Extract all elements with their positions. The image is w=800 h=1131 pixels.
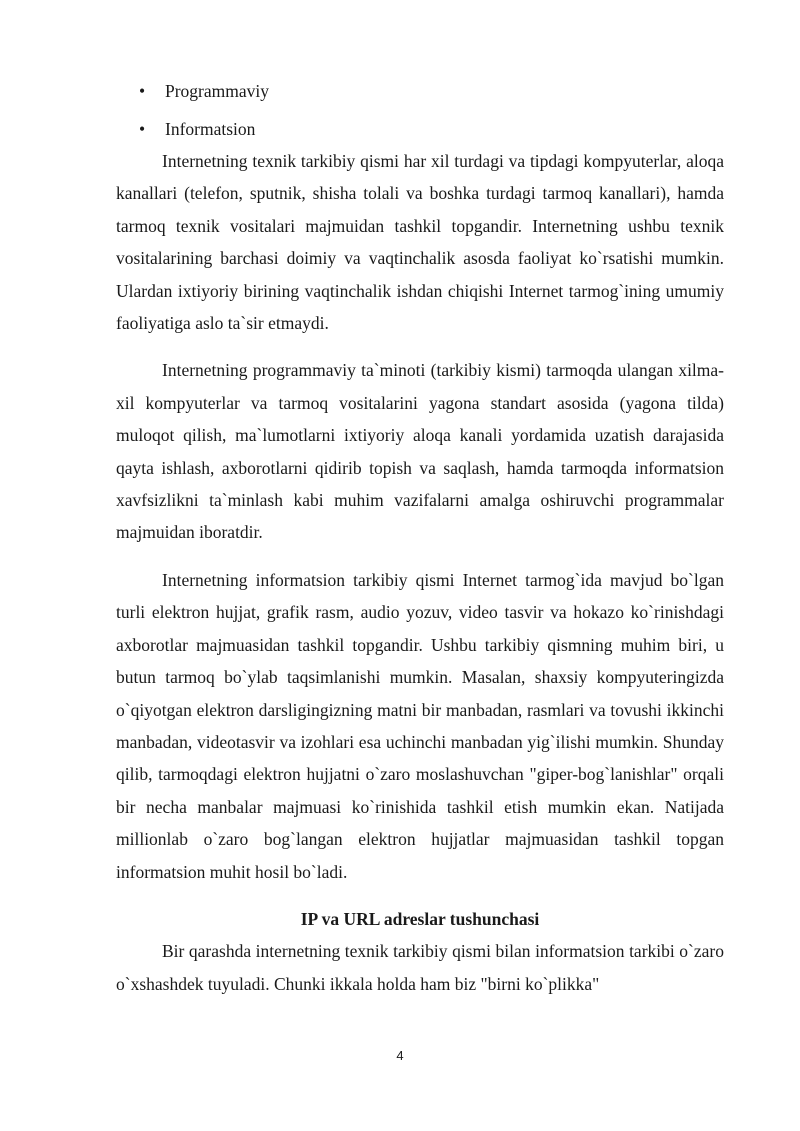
paragraph-informational: Internetning informatsion tarkibiy qismi Internet tarmog`ida mavjud bo`lgan turli elektron hujjat, grafik rasm, audio yozuv, video tasvir va hokazo ko`rinishdagi axborotlar majmuasidan tashkil topgandir. Ushbu tarkibiy qismning muhim biri, u butun tarmoq bo`ylab taqsimlanishi mumkin. Masalan, shaxsiy kompyuteringizda o`qiyotgan elektron darsligingizning matni bir manbadan, rasmlari va tovushi ikkinchi manbadan, videotasvir va izohlari esa uchinchi manbadan yig`ilishi mumkin. Shunday qilib, tarmoqdagi elektron hujjatni o`zaro moslashuvchan "giper-bog`lanishlar" orqali bir necha manbalar majmuasi ko`rinishida tashkil etish mumkin ekan. Natijada millionlab o`zaro bog`langan elektron hujjatlar majmuasidan tashkil topgan informatsion muhit hosil bo`ladi.: [116, 569, 724, 882]
section-heading: IP va URL adreslar tushunchasi: [300, 908, 540, 929]
list-item: [116, 113, 724, 151]
page-content: [116, 75, 724, 1000]
paragraph-software: Internetning programmaviy ta`minoti (tarkibiy kismi) tarmoqda ulangan xilma-xil kompyuterlar va tarmoq vositalarini yagona standart asosida (yagona tilda) muloqot qilish, ma`lumotlarni ixtiyoriy aloqa kanali yordamida uzatish darajasida qayta ishlash, axborotlarni qidirib topish va saqlash, hamda tarmoqda informatsion xavfsizlikni ta`minlash kabi muhim vazifalarni amalga oshiruvchi programmalar majmuidan iboratdir.: [116, 360, 724, 543]
list-item-text: Programmaviy: [165, 81, 270, 101]
bullet-list: [116, 75, 724, 151]
paragraph-ip-url: Bir qarashda internetning texnik tarkibiy qismi bilan informatsion tarkibi o`zaro o`xshashdek tuyuladi. Chunki ikkala holda ham biz "birni ko`plikka": [116, 941, 724, 994]
bullet-marker: •: [139, 81, 146, 101]
list-item-text: Informatsion: [165, 119, 256, 139]
bullet-marker: •: [139, 119, 146, 139]
list-item: [116, 75, 724, 113]
page-number: 4: [396, 1048, 404, 1063]
paragraph-technical: Internetning texnik tarkibiy qismi har xil turdagi va tipdagi kompyuterlar, aloqa kanallari (telefon, sputnik, shisha tolali va boshka turdagi tarmoq kanallari), hamda tarmoq texnik vositalari majmuidan tashkil topgandir. Internetning ushbu texnik vositalarining barchasi doimiy va vaqtinchalik asosda faoliyat ko`rsatishi mumkin. Ulardan ixtiyoriy birining vaqtinchalik ishdan chiqishi Internet tarmog`ining umumiy faoliyatiga aslo ta`sir etmaydi.: [116, 151, 724, 334]
